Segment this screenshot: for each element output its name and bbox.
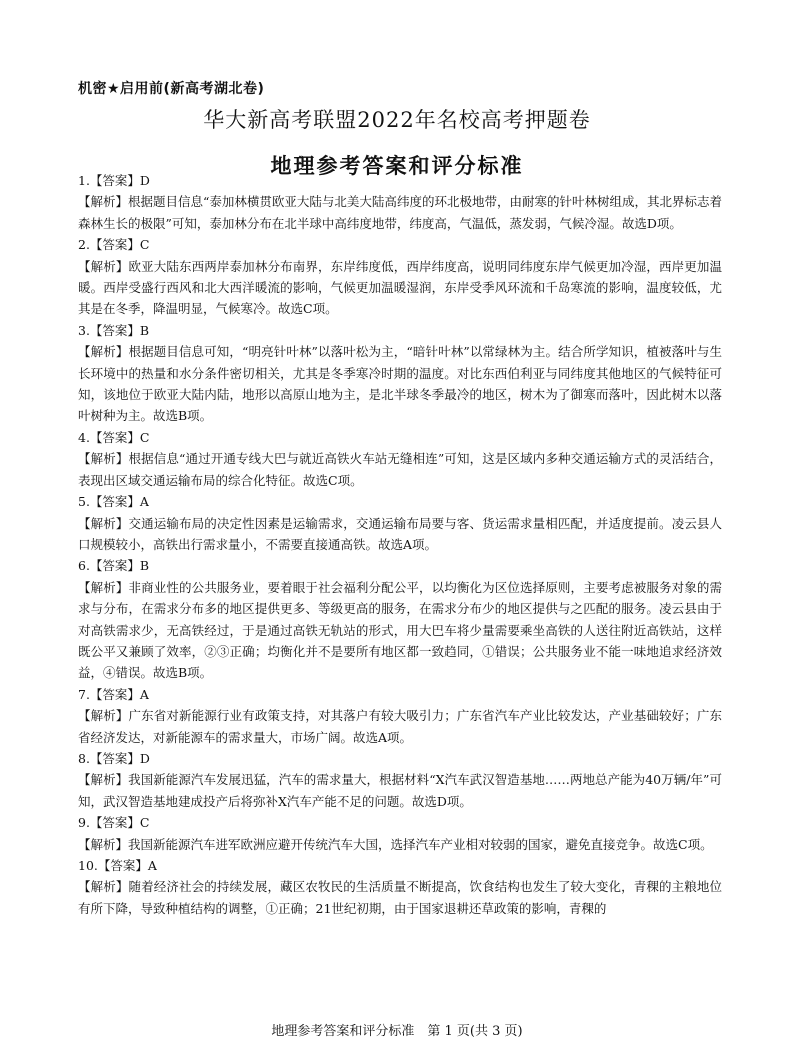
answer-list bbox=[78, 170, 722, 919]
question-answer: 7.【答案】A bbox=[78, 686, 149, 702]
question-answer: 9.【答案】C bbox=[78, 815, 150, 831]
question-analysis: 【解析】交通运输布局的决定性因素是运输需求，交通运输布局要与客、货运需求量相匹配，并适度提前。凌云县人口规模较小，高铁出行需求量小，不需要直接通高铁。故选A项。 bbox=[78, 515, 722, 552]
page-footer: 地理参考答案和评分标准 第 1 页(共 3 页) bbox=[271, 1024, 523, 1039]
question-item bbox=[78, 555, 722, 683]
question-analysis: 【解析】根据题目信息可知，“明亮针叶林”以落叶松为主，“暗针叶林”以常绿林为主。结合所学知识，植被落叶与生长环境中的热量和水分条件密切相关，尤其是冬季寒冷时期的温度。对比东西伯利亚与同纬度其他地区的气候特征可知，该地位于欧亚大陆内陆，地形以高原山地为主，是北半球冬季最冷的地区，树木为了御寒而落叶，因此树木以落叶树种为主。故选B项。 bbox=[78, 344, 722, 424]
question-analysis: 【解析】随着经济社会的持续发展，藏区农牧民的生活质量不断提高，饮食结构也发生了较大变化，青稞的主粮地位有所下降，导致种植结构的调整，①正确；21世纪初期，由于国家退耕还草政策的影响，青稞的 bbox=[78, 879, 722, 916]
question-answer: 1.【答案】D bbox=[78, 173, 150, 188]
question-answer: 8.【答案】D bbox=[78, 750, 150, 766]
question-item bbox=[78, 491, 722, 555]
question-item bbox=[78, 234, 722, 320]
question-analysis: 【解析】非商业性的公共服务业，要着眼于社会福利分配公平，以均衡化为区位选择原则，主要考虑被服务对象的需求与分布，在需求分布多的地区提供更多、等级更高的服务，在需求分布少的地区提供与之匹配的服务。凌云县由于对高铁需求少，无高铁经过，于是通过高铁无轨站的形式，用大巴车将少量需要乘坐高铁的人送往附近高铁站，这样既公平又兼顾了效率，②③正确；均衡化并不是要所有地区都一致趋同，①错误；公共服务业不能一味地追求经济效益，④错误。故选B项。 bbox=[78, 579, 722, 681]
question-analysis: 【解析】根据信息“通过开通专线大巴与就近高铁火车站无缝相连”可知，这是区域内多种交通运输方式的灵活结合，表现出区域交通运输布局的综合化特征。故选C项。 bbox=[78, 451, 722, 488]
question-answer: 2.【答案】C bbox=[78, 237, 150, 253]
question-item bbox=[78, 684, 722, 748]
question-analysis: 【解析】欧亚大陆东西两岸泰加林分布南界，东岸纬度低，西岸纬度高，说明同纬度东岸气候更加冷湿，西岸更加温暖。西岸受盛行西风和北大西洋暖流的影响，气候更加温暖湿润，东岸受季风环流和千岛寒流的影响，温度较低，尤其是在冬季，降温明显，气候寒冷。故选C项。 bbox=[78, 258, 722, 317]
question-analysis: 【解析】我国新能源汽车发展迅猛，汽车的需求量大，根据材料“X汽车武汉智造基地……两地总产能为40万辆/年”可知，武汉智造基地建成投产后将弥补X汽车产能不足的问题。故选D项。 bbox=[78, 772, 722, 809]
question-analysis: 【解析】根据题目信息“泰加林横贯欧亚大陆与北美大陆高纬度的环北极地带，由耐寒的针叶林树组成，其北界标志着森林生长的极限”可知，泰加林分布在北半球中高纬度地带，纬度高，气温低，蒸发弱，气候冷湿。故选D项。 bbox=[78, 194, 722, 231]
question-item bbox=[78, 812, 722, 855]
question-item bbox=[78, 427, 722, 491]
question-analysis: 【解析】广东省对新能源行业有政策支持，对其落户有较大吸引力；广东省汽车产业比较发达，产业基础较好；广东省经济发达，对新能源车的需求量大，市场广阔。故选A项。 bbox=[78, 708, 722, 745]
question-analysis: 【解析】我国新能源汽车进军欧洲应避开传统汽车大国，选择汽车产业相对较弱的国家，避免直接竞争。故选C项。 bbox=[78, 836, 713, 852]
question-answer: 3.【答案】B bbox=[78, 322, 150, 338]
question-item bbox=[78, 855, 722, 919]
question-item bbox=[78, 170, 722, 234]
question-item bbox=[78, 748, 722, 812]
page-subtitle: 地理参考答案和评分标准 bbox=[270, 154, 524, 178]
question-answer: 6.【答案】B bbox=[78, 558, 150, 574]
confidential-label: 机密★启用前(新高考湖北卷) bbox=[78, 81, 265, 97]
question-answer: 5.【答案】A bbox=[78, 494, 149, 510]
question-answer: 4.【答案】C bbox=[78, 429, 150, 445]
question-answer: 10.【答案】A bbox=[78, 858, 157, 873]
question-item bbox=[78, 320, 722, 427]
page-title: 华大新高考联盟2022年名校高考押题卷 bbox=[203, 108, 591, 132]
